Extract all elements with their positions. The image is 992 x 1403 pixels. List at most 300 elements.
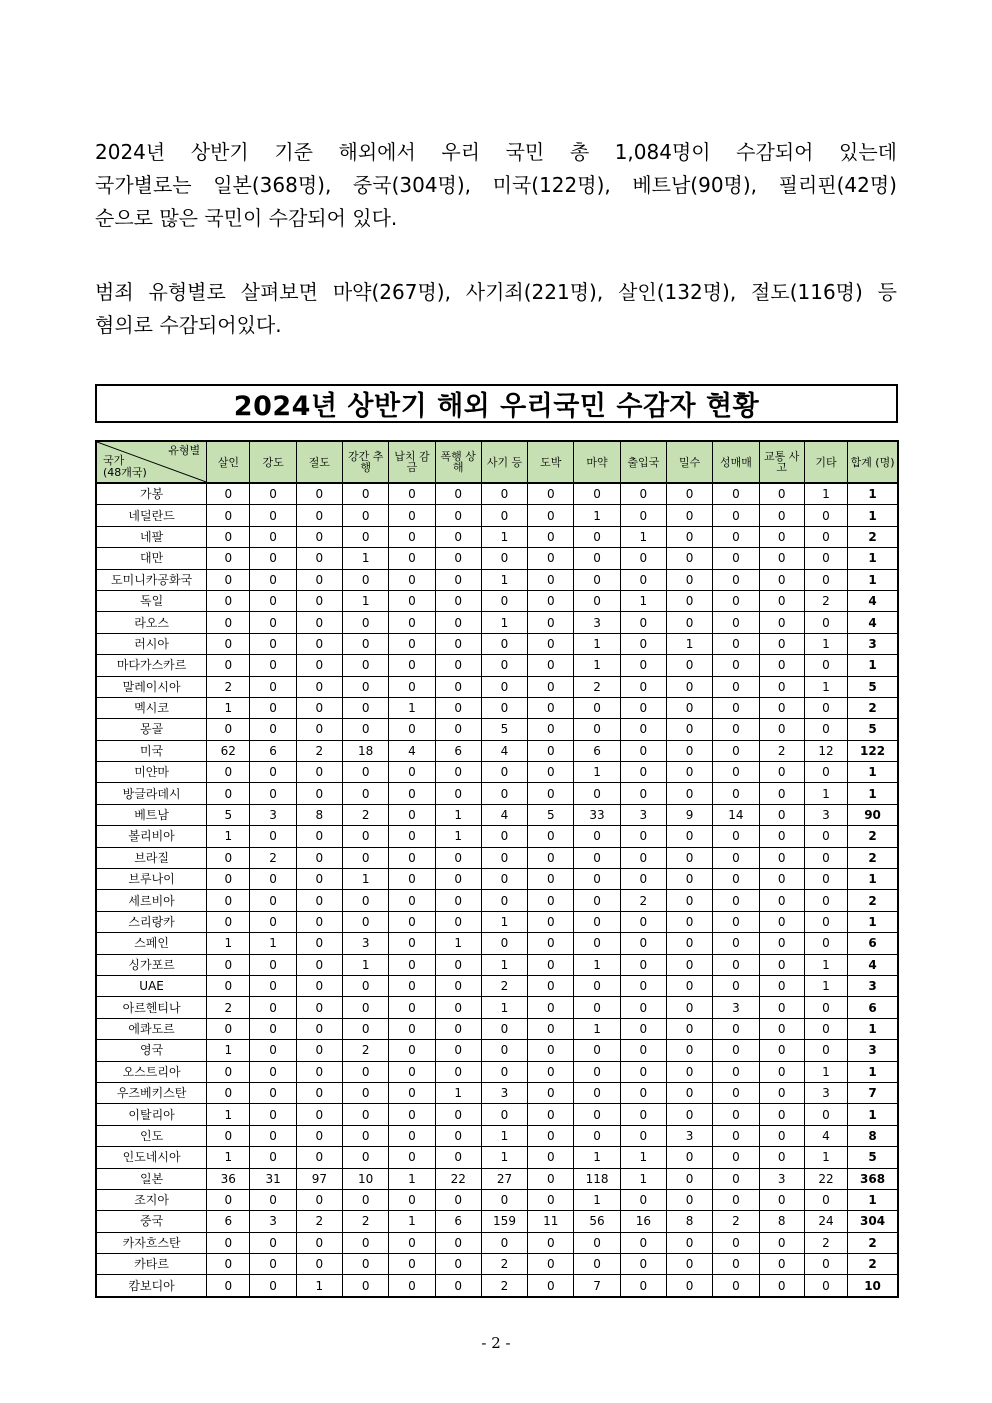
count-cell: 0: [207, 783, 250, 804]
total-cell: 4: [848, 612, 898, 633]
count-cell: 0: [296, 719, 342, 740]
count-cell: 0: [343, 783, 389, 804]
country-cell: 일본: [96, 1168, 207, 1189]
column-header: 납치 감금: [389, 441, 435, 483]
country-cell: 네팔: [96, 526, 207, 547]
count-cell: 0: [250, 1125, 296, 1146]
count-cell: 2: [250, 847, 296, 868]
count-cell: 0: [804, 1254, 847, 1275]
count-cell: 0: [207, 1189, 250, 1210]
count-cell: 0: [759, 997, 804, 1018]
count-cell: 8: [666, 1211, 712, 1232]
count-cell: 0: [574, 1232, 620, 1253]
count-cell: 0: [759, 762, 804, 783]
count-cell: 12: [804, 740, 847, 761]
count-cell: 0: [250, 1254, 296, 1275]
column-header: 합계 (명): [848, 441, 898, 483]
count-cell: 2: [481, 975, 527, 996]
count-cell: 0: [620, 612, 666, 633]
count-cell: 1: [804, 676, 847, 697]
count-cell: 0: [713, 505, 759, 526]
count-cell: 0: [620, 1104, 666, 1125]
country-cell: UAE: [96, 975, 207, 996]
table-row: [96, 1125, 898, 1146]
count-cell: 0: [250, 997, 296, 1018]
count-cell: 0: [666, 740, 712, 761]
count-cell: 11: [528, 1211, 574, 1232]
count-cell: 1: [804, 954, 847, 975]
count-cell: 0: [804, 697, 847, 718]
column-header: 폭행 상해: [435, 441, 481, 483]
count-cell: 0: [759, 569, 804, 590]
count-cell: 0: [574, 548, 620, 569]
count-cell: 0: [481, 676, 527, 697]
count-cell: 0: [528, 890, 574, 911]
table-row: [96, 783, 898, 804]
count-cell: 0: [389, 526, 435, 547]
count-cell: 0: [435, 1254, 481, 1275]
count-cell: 0: [343, 505, 389, 526]
count-cell: 0: [759, 826, 804, 847]
count-cell: 0: [620, 1125, 666, 1146]
count-cell: 0: [481, 1189, 527, 1210]
count-cell: 0: [528, 1018, 574, 1039]
count-cell: 2: [343, 1211, 389, 1232]
count-cell: 0: [759, 1275, 804, 1297]
count-cell: 0: [343, 890, 389, 911]
count-cell: 1: [804, 1147, 847, 1168]
count-cell: 0: [759, 954, 804, 975]
country-cell: 브루나이: [96, 869, 207, 890]
count-cell: 0: [250, 975, 296, 996]
count-cell: 0: [666, 869, 712, 890]
count-cell: 0: [528, 483, 574, 505]
count-cell: 1: [574, 762, 620, 783]
country-cell: 말레이시아: [96, 676, 207, 697]
count-cell: 0: [389, 590, 435, 611]
count-cell: 1: [435, 933, 481, 954]
count-cell: 0: [528, 590, 574, 611]
count-cell: 0: [343, 911, 389, 932]
count-cell: 4: [389, 740, 435, 761]
count-cell: 0: [666, 954, 712, 975]
total-cell: 1: [848, 783, 898, 804]
table-row: [96, 1104, 898, 1125]
country-cell: 가봉: [96, 483, 207, 505]
count-cell: 0: [713, 612, 759, 633]
count-cell: 0: [804, 890, 847, 911]
count-cell: 0: [666, 1147, 712, 1168]
count-cell: 0: [481, 869, 527, 890]
count-cell: 0: [759, 590, 804, 611]
count-cell: 0: [713, 697, 759, 718]
table-row: [96, 1275, 898, 1297]
count-cell: 7: [574, 1275, 620, 1297]
count-cell: 1: [620, 526, 666, 547]
count-cell: 0: [343, 1018, 389, 1039]
count-cell: 0: [296, 505, 342, 526]
count-cell: 0: [574, 1082, 620, 1103]
corner-country-count: (48개국): [103, 466, 147, 479]
count-cell: 0: [481, 826, 527, 847]
count-cell: 3: [759, 1168, 804, 1189]
count-cell: 0: [528, 869, 574, 890]
count-cell: 0: [666, 847, 712, 868]
count-cell: 0: [296, 1232, 342, 1253]
count-cell: 0: [389, 1082, 435, 1103]
count-cell: 0: [343, 676, 389, 697]
count-cell: 0: [435, 890, 481, 911]
count-cell: 0: [804, 569, 847, 590]
country-cell: 도미니카공화국: [96, 569, 207, 590]
count-cell: 0: [620, 1040, 666, 1061]
count-cell: 0: [713, 933, 759, 954]
count-cell: 0: [296, 762, 342, 783]
country-cell: 마다가스카르: [96, 655, 207, 676]
count-cell: 1: [343, 869, 389, 890]
table-row: [96, 1040, 898, 1061]
country-cell: 우즈베키스탄: [96, 1082, 207, 1103]
total-cell: 304: [848, 1211, 898, 1232]
count-cell: 1: [207, 1040, 250, 1061]
count-cell: 0: [435, 997, 481, 1018]
count-cell: 1: [481, 1147, 527, 1168]
paragraph-line: 국가별로는 일본(368명), 중국(304명), 미국(122명), 베트남(90명), 필리핀(42명): [95, 173, 897, 197]
count-cell: 0: [343, 633, 389, 654]
count-cell: 2: [804, 590, 847, 611]
count-cell: 1: [804, 1061, 847, 1082]
count-cell: 0: [250, 697, 296, 718]
count-cell: 0: [207, 869, 250, 890]
country-cell: 스리랑카: [96, 911, 207, 932]
column-header: 강도: [250, 441, 296, 483]
count-cell: 1: [574, 633, 620, 654]
count-cell: 0: [207, 483, 250, 505]
count-cell: 0: [759, 1104, 804, 1125]
count-cell: 0: [296, 1189, 342, 1210]
count-cell: 1: [574, 954, 620, 975]
count-cell: 62: [207, 740, 250, 761]
count-cell: 0: [343, 612, 389, 633]
table-row: [96, 911, 898, 932]
count-cell: 0: [435, 954, 481, 975]
count-cell: 0: [250, 1275, 296, 1297]
count-cell: 0: [528, 911, 574, 932]
count-cell: 0: [759, 933, 804, 954]
count-cell: 0: [528, 1040, 574, 1061]
count-cell: 0: [343, 762, 389, 783]
total-cell: 1: [848, 1018, 898, 1039]
count-cell: 5: [528, 804, 574, 825]
count-cell: 1: [481, 569, 527, 590]
count-cell: 0: [250, 655, 296, 676]
count-cell: 2: [713, 1211, 759, 1232]
count-cell: 0: [435, 1189, 481, 1210]
count-cell: 0: [528, 1082, 574, 1103]
count-cell: 0: [389, 633, 435, 654]
count-cell: 0: [804, 1018, 847, 1039]
count-cell: 0: [435, 1125, 481, 1146]
count-cell: 0: [250, 1104, 296, 1125]
country-cell: 영국: [96, 1040, 207, 1061]
count-cell: 0: [250, 783, 296, 804]
count-cell: 0: [528, 612, 574, 633]
count-cell: 0: [250, 548, 296, 569]
count-cell: 0: [804, 505, 847, 526]
count-cell: 0: [666, 1082, 712, 1103]
count-cell: 0: [207, 975, 250, 996]
count-cell: 0: [250, 762, 296, 783]
count-cell: 0: [481, 1040, 527, 1061]
count-cell: 0: [713, 569, 759, 590]
count-cell: 10: [343, 1168, 389, 1189]
count-cell: 0: [804, 933, 847, 954]
count-cell: 0: [389, 676, 435, 697]
count-cell: 0: [481, 847, 527, 868]
count-cell: 24: [804, 1211, 847, 1232]
count-cell: 3: [250, 804, 296, 825]
count-cell: 8: [759, 1211, 804, 1232]
total-cell: 7: [848, 1082, 898, 1103]
count-cell: 0: [207, 526, 250, 547]
count-cell: 1: [481, 1125, 527, 1146]
count-cell: 0: [481, 1232, 527, 1253]
count-cell: 0: [574, 1061, 620, 1082]
count-cell: 0: [435, 1232, 481, 1253]
count-cell: 0: [713, 975, 759, 996]
count-cell: 0: [713, 633, 759, 654]
country-cell: 러시아: [96, 633, 207, 654]
count-cell: 0: [574, 719, 620, 740]
count-cell: 6: [435, 740, 481, 761]
count-cell: 0: [528, 975, 574, 996]
count-cell: 3: [620, 804, 666, 825]
count-cell: 2: [804, 1232, 847, 1253]
country-cell: 독일: [96, 590, 207, 611]
count-cell: 0: [620, 997, 666, 1018]
total-cell: 5: [848, 676, 898, 697]
count-cell: 0: [804, 997, 847, 1018]
count-cell: 0: [207, 911, 250, 932]
count-cell: 0: [296, 783, 342, 804]
count-cell: 0: [620, 1275, 666, 1297]
count-cell: 1: [481, 612, 527, 633]
country-cell: 네덜란드: [96, 505, 207, 526]
total-cell: 2: [848, 890, 898, 911]
count-cell: 0: [207, 1254, 250, 1275]
count-cell: 0: [343, 526, 389, 547]
count-cell: 6: [574, 740, 620, 761]
count-cell: 2: [759, 740, 804, 761]
count-cell: 0: [389, 1125, 435, 1146]
count-cell: 0: [620, 1189, 666, 1210]
count-cell: 0: [713, 1018, 759, 1039]
count-cell: 0: [250, 483, 296, 505]
total-cell: 1: [848, 1061, 898, 1082]
country-cell: 카자흐스탄: [96, 1232, 207, 1253]
count-cell: 0: [528, 505, 574, 526]
count-cell: 2: [620, 890, 666, 911]
count-cell: 0: [435, 697, 481, 718]
count-cell: 0: [620, 783, 666, 804]
table-title: 2024년 상반기 해외 우리국민 수감자 현황: [95, 384, 898, 423]
count-cell: 0: [296, 590, 342, 611]
count-cell: 0: [574, 697, 620, 718]
country-cell: 인도: [96, 1125, 207, 1146]
count-cell: 1: [804, 783, 847, 804]
count-cell: 0: [759, 783, 804, 804]
count-cell: 0: [296, 1147, 342, 1168]
count-cell: 0: [528, 740, 574, 761]
count-cell: 0: [713, 826, 759, 847]
count-cell: 2: [296, 740, 342, 761]
total-cell: 6: [848, 997, 898, 1018]
count-cell: 0: [759, 505, 804, 526]
count-cell: 0: [296, 933, 342, 954]
count-cell: 0: [620, 1082, 666, 1103]
count-cell: 0: [343, 1189, 389, 1210]
count-cell: 0: [343, 697, 389, 718]
count-cell: 4: [804, 1125, 847, 1146]
count-cell: 0: [528, 1061, 574, 1082]
count-cell: 0: [435, 526, 481, 547]
count-cell: 1: [574, 655, 620, 676]
count-cell: 0: [481, 505, 527, 526]
page-number: - 2 -: [481, 1334, 511, 1352]
count-cell: 0: [207, 1061, 250, 1082]
total-cell: 3: [848, 975, 898, 996]
count-cell: 0: [435, 719, 481, 740]
count-cell: 0: [666, 719, 712, 740]
count-cell: 0: [528, 1189, 574, 1210]
total-cell: 90: [848, 804, 898, 825]
count-cell: 0: [389, 1232, 435, 1253]
count-cell: 0: [620, 483, 666, 505]
country-cell: 인도네시아: [96, 1147, 207, 1168]
count-cell: 0: [435, 590, 481, 611]
count-cell: 16: [620, 1211, 666, 1232]
count-cell: 0: [296, 911, 342, 932]
total-cell: 2: [848, 697, 898, 718]
count-cell: 0: [759, 890, 804, 911]
count-cell: 1: [666, 633, 712, 654]
count-cell: 0: [250, 590, 296, 611]
count-cell: 0: [250, 526, 296, 547]
count-cell: 0: [713, 954, 759, 975]
count-cell: 0: [250, 1232, 296, 1253]
count-cell: 0: [804, 1040, 847, 1061]
count-cell: 3: [666, 1125, 712, 1146]
count-cell: 0: [250, 505, 296, 526]
count-cell: 0: [759, 612, 804, 633]
count-cell: 0: [296, 569, 342, 590]
count-cell: 0: [713, 911, 759, 932]
count-cell: 1: [207, 1104, 250, 1125]
count-cell: 0: [389, 804, 435, 825]
country-cell: 볼리비아: [96, 826, 207, 847]
column-header: 살인: [207, 441, 250, 483]
count-cell: 0: [296, 1125, 342, 1146]
count-cell: 0: [713, 1275, 759, 1297]
count-cell: 0: [574, 483, 620, 505]
count-cell: 2: [343, 1040, 389, 1061]
count-cell: 1: [574, 505, 620, 526]
count-cell: 0: [713, 783, 759, 804]
count-cell: 0: [343, 655, 389, 676]
count-cell: 0: [481, 783, 527, 804]
count-cell: 2: [207, 676, 250, 697]
total-cell: 10: [848, 1275, 898, 1297]
count-cell: 1: [481, 997, 527, 1018]
table-row: [96, 997, 898, 1018]
count-cell: 0: [435, 1104, 481, 1125]
count-cell: 0: [343, 826, 389, 847]
count-cell: 0: [389, 1275, 435, 1297]
count-cell: 0: [713, 1040, 759, 1061]
count-cell: 0: [666, 526, 712, 547]
count-cell: 0: [389, 890, 435, 911]
count-cell: 0: [804, 1275, 847, 1297]
count-cell: 97: [296, 1168, 342, 1189]
count-cell: 0: [574, 890, 620, 911]
count-cell: 0: [296, 847, 342, 868]
count-cell: 0: [713, 590, 759, 611]
count-cell: 0: [713, 1254, 759, 1275]
count-cell: 0: [528, 697, 574, 718]
count-cell: 0: [207, 590, 250, 611]
paragraph-line: 혐의로 수감되어있다.: [95, 313, 282, 337]
count-cell: 0: [528, 1147, 574, 1168]
count-cell: 0: [574, 1254, 620, 1275]
count-cell: 0: [435, 1147, 481, 1168]
count-cell: 0: [759, 719, 804, 740]
count-cell: 0: [528, 826, 574, 847]
table-header-row: [96, 441, 898, 483]
count-cell: 0: [389, 954, 435, 975]
table-row: [96, 590, 898, 611]
country-cell: 대만: [96, 548, 207, 569]
count-cell: 2: [296, 1211, 342, 1232]
total-cell: 1: [848, 505, 898, 526]
table-row: [96, 612, 898, 633]
count-cell: 0: [296, 1061, 342, 1082]
total-cell: 2: [848, 826, 898, 847]
count-cell: 0: [250, 1040, 296, 1061]
table-row: [96, 1254, 898, 1275]
table-row: [96, 633, 898, 654]
table-body: [96, 483, 898, 1297]
country-cell: 라오스: [96, 612, 207, 633]
count-cell: 1: [620, 1168, 666, 1189]
count-cell: 0: [713, 1104, 759, 1125]
country-cell: 아르헨티나: [96, 997, 207, 1018]
count-cell: 0: [296, 1104, 342, 1125]
column-header: 교통 사고: [759, 441, 804, 483]
count-cell: 0: [343, 569, 389, 590]
count-cell: 3: [804, 1082, 847, 1103]
count-cell: 0: [389, 1061, 435, 1082]
count-cell: 0: [666, 1189, 712, 1210]
count-cell: 3: [343, 933, 389, 954]
count-cell: 1: [343, 590, 389, 611]
count-cell: 1: [574, 1189, 620, 1210]
count-cell: 0: [207, 847, 250, 868]
count-cell: 0: [207, 890, 250, 911]
total-cell: 2: [848, 847, 898, 868]
count-cell: 0: [528, 1254, 574, 1275]
count-cell: 0: [343, 1061, 389, 1082]
summary-paragraph-2: [95, 276, 897, 342]
